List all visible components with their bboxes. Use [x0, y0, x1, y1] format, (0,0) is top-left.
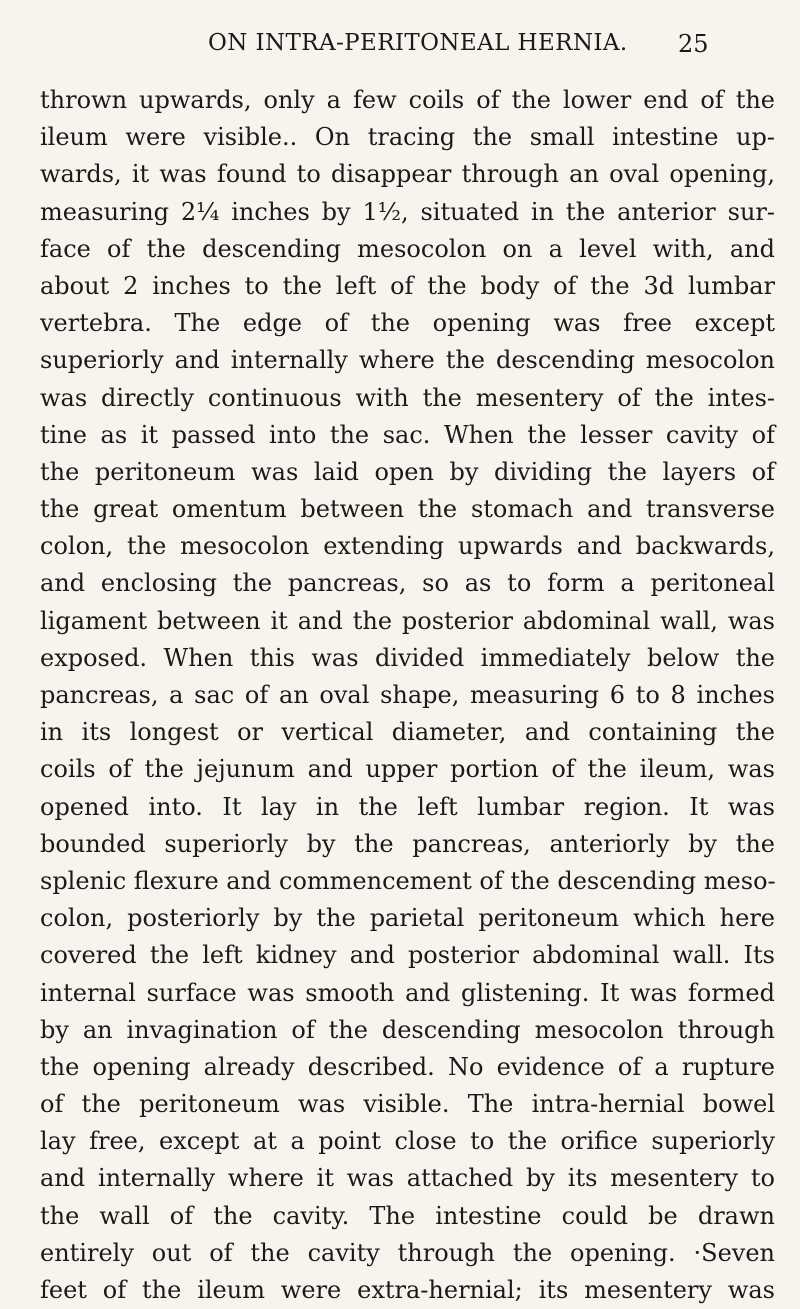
text-line: coils of the jejunum and upper portion of the ileum, was: [40, 755, 775, 784]
text-line: ligament between it and the posterior abdominal wall, was: [40, 606, 775, 635]
text-line: and enclosing the pancreas, so as to form a peritoneal: [40, 569, 775, 598]
text-line: tine as it passed into the sac. When the lesser cavity of: [40, 420, 775, 449]
text-line: exposed. When this was divided immediately below the: [40, 643, 775, 672]
text-line: colon, posteriorly by the parietal peritoneum which here: [40, 904, 775, 933]
text-line: pancreas, a sac of an oval shape, measuring 6 to 8 inches: [40, 681, 775, 709]
running-title: ON INTRA-PERITONEAL HERNIA.: [208, 30, 628, 56]
text-line: measuring 2¼ inches by 1½, situated in the anterior sur-: [40, 197, 775, 226]
text-line: and internally where it was attached by its mesentery to: [40, 1164, 775, 1193]
page-header: [0, 30, 800, 70]
text-line: face of the descending mesocolon on a level with, and: [40, 234, 775, 263]
text-line: of the peritoneum was visible. The intra-hernial bowel: [40, 1090, 775, 1119]
body-paragraph: [40, 82, 775, 1309]
text-line: feet of the ileum were extra-hernial; its mesentery was: [40, 1276, 775, 1304]
text-line: internal surface was smooth and glistening. It was formed: [40, 978, 775, 1007]
text-line: entirely out of the cavity through the opening. ·Seven: [40, 1238, 775, 1267]
text-line: ileum were visible.. On tracing the small intestine up-: [40, 123, 775, 152]
text-line: colon, the mesocolon extending upwards and backwards,: [40, 532, 775, 561]
text-line: the peritoneum was laid open by dividing the layers of: [40, 457, 775, 486]
text-line: in its longest or vertical diameter, and containing the: [40, 718, 775, 747]
text-line: covered the left kidney and posterior abdominal wall. Its: [40, 941, 775, 970]
text-line: bounded superiorly by the pancreas, anteriorly by the: [40, 829, 775, 858]
text-line: thrown upwards, only a few coils of the lower end of the: [40, 86, 775, 114]
page-number: 25: [678, 30, 709, 58]
text-line: the opening already described. No evidence of a rupture: [40, 1052, 775, 1081]
text-line: wards, it was found to disappear through an oval opening,: [40, 160, 775, 189]
text-line: lay free, except at a point close to the orifice superiorly: [40, 1127, 775, 1156]
text-line: vertebra. The edge of the opening was free except: [40, 309, 775, 338]
text-line: the wall of the cavity. The intestine could be drawn: [40, 1201, 775, 1230]
text-line: the great omentum between the stomach and transverse: [40, 495, 775, 524]
text-line: about 2 inches to the left of the body of the 3d lumbar: [40, 271, 775, 300]
text-line: opened into. It lay in the left lumbar region. It was: [40, 792, 775, 821]
text-line: was directly continuous with the mesentery of the intes-: [40, 383, 775, 412]
text-line: by an invagination of the descending mesocolon through: [40, 1015, 775, 1044]
text-line: superiorly and internally where the descending mesocolon: [40, 346, 775, 375]
text-line: splenic flexure and commencement of the descending meso-: [40, 866, 776, 895]
